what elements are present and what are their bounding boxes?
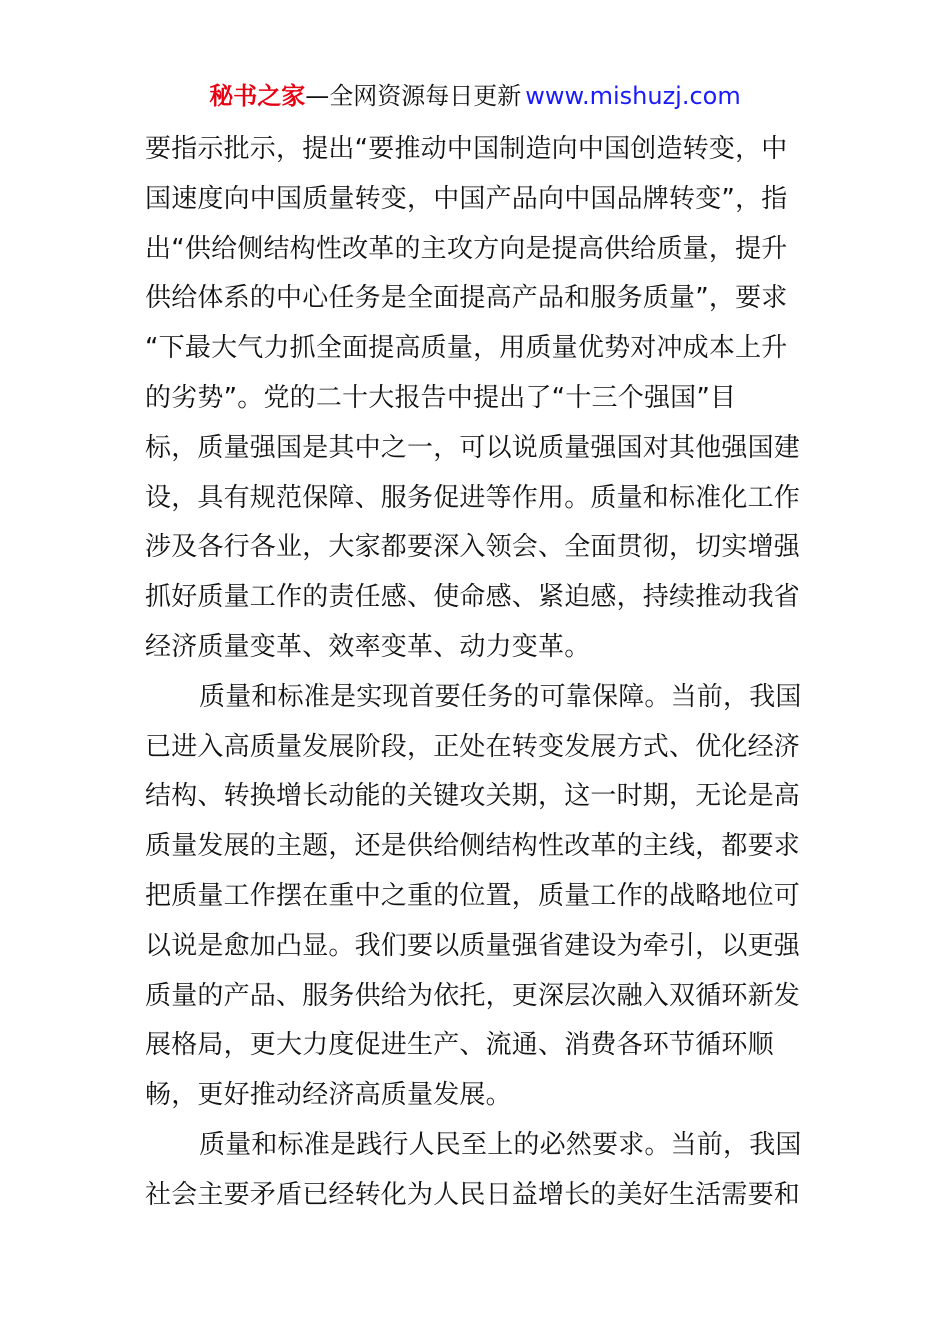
text-line: 经济质量变革、效率变革、动力变革。 [145, 631, 591, 662]
text-line: 展格局，更大力度促进生产、流通、消费各环节循环顺 [145, 1030, 774, 1061]
text-line: 出“供给侧结构性改革的主攻方向是提高供给质量，提升 [145, 233, 788, 264]
text-line: 已进入高质量发展阶段，正处在转变发展方式、优化经济 [145, 731, 801, 762]
text-line: “下最大气力抓全面提高质量，用质量优势对冲成本上升 [145, 333, 788, 364]
text-line: 供给体系的中心任务是全面提高产品和服务质量”，要求 [145, 283, 788, 314]
header-tagline: —全网资源每日更新 [305, 82, 522, 110]
text-line: 把质量工作摆在重中之重的位置，质量工作的战略地位可 [145, 880, 801, 911]
text-line: 涉及各行各业，大家都要深入领会、全面贯彻，切实增强 [145, 532, 801, 563]
text-line: 以说是愈加凸显。我们要以质量强省建设为牵引，以更强 [145, 930, 801, 961]
paragraph-first-line: 质量和标准是实现首要任务的可靠保障。当前，我国 [199, 681, 802, 712]
text-line: 的劣势”。党的二十大报告中提出了“十三个强国”目 [145, 382, 737, 413]
text-line: 抓好质量工作的责任感、使命感、紧迫感，持续推动我省 [145, 582, 801, 613]
site-url-link[interactable]: www.mishuzj.com [525, 82, 741, 110]
text-line: 标，质量强国是其中之一，可以说质量强国对其他强国建 [145, 432, 801, 463]
text-line: 设，具有规范保障、服务促进等作用。质量和标准化工作 [145, 482, 801, 513]
paragraph-first-line: 质量和标准是践行人民至上的必然要求。当前，我国 [199, 1129, 802, 1160]
text-line: 结构、转换增长动能的关键攻关期，这一时期，无论是高 [145, 781, 801, 812]
page-header [0, 81, 950, 111]
text-line: 国速度向中国质量转变，中国产品向中国品牌转变”，指 [145, 183, 788, 214]
text-line: 要指示批示，提出“要推动中国制造向中国创造转变，中 [145, 134, 788, 164]
text-line: 质量的产品、服务供给为依托，更深层次融入双循环新发 [145, 980, 801, 1011]
text-line: 畅，更好推动经济高质量发展。 [145, 1080, 512, 1111]
brand-name: 秘书之家 [209, 82, 306, 110]
text-line: 质量发展的主题，还是供给侧结构性改革的主线，都要求 [145, 831, 801, 862]
document-body [145, 125, 807, 1221]
text-line: 社会主要矛盾已经转化为人民日益增长的美好生活需要和 [145, 1179, 801, 1210]
